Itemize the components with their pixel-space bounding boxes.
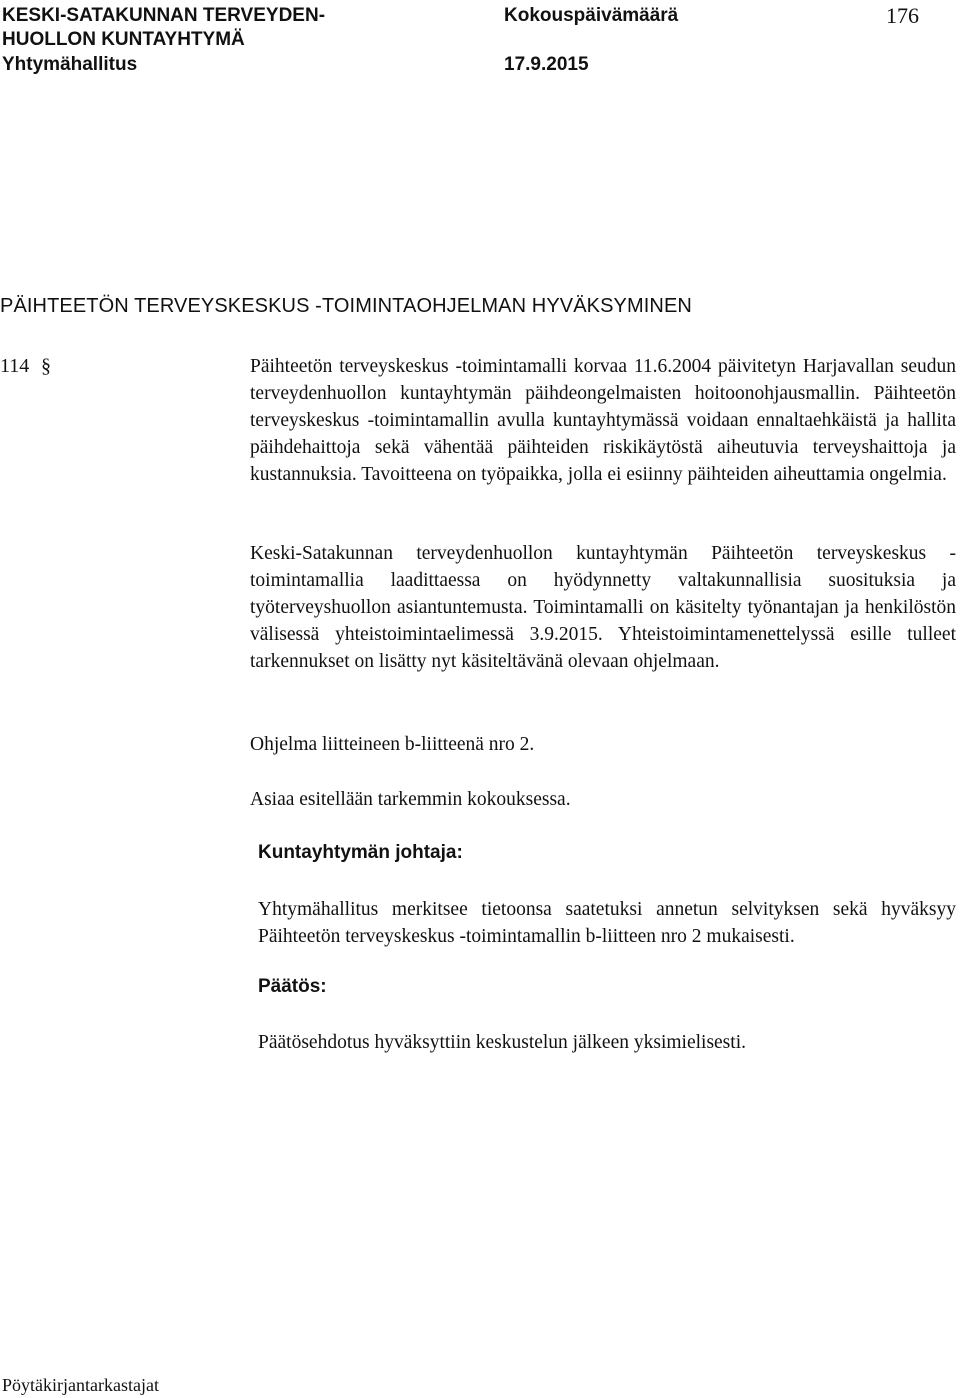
paragraph-preparation: Keski-Satakunnan terveydenhuollon kuntayhtymän Päihteetön terveyskeskus -toimintamallia laadittaessa on hyödynnetty valtakunnallisia suosituksia ja työterveyshuollon asiantuntemusta. Toimintamalli on käsitelty työnantajan ja henkilöstön välisessä yhteistoimintaelimessä 3.9.2015. Yhteistoimintamenettelyssä esille tulleet tarkennukset on lisätty nyt käsiteltävänä olevaan ohjelmaan. (250, 543, 956, 672)
section-sign: § (41, 355, 51, 377)
meeting-date-label: Kokouspäivämäärä (504, 5, 679, 26)
governing-body-name: Yhtymähallitus (2, 54, 138, 75)
paragraph-attachment: Ohjelma liitteineen b-liitteenä nro 2. (250, 734, 535, 755)
proposal-heading: Kuntayhtymän johtaja: (258, 842, 463, 863)
meeting-date: 17.9.2015 (504, 54, 589, 75)
item-number: 114 (0, 355, 30, 377)
organization-name-line2: HUOLLON KUNTAYHTYMÄ (2, 29, 245, 50)
organization-name-line1: KESKI-SATAKUNNAN TERVEYDEN- (2, 5, 326, 26)
decision-text: Päätösehdotus hyväksyttiin keskustelun jälkeen yksimielisesti. (258, 1032, 746, 1053)
decision-heading: Päätös: (258, 976, 327, 997)
page-number: 176 (886, 3, 919, 28)
section-title: PÄIHTEETÖN TERVEYSKESKUS -TOIMINTAOHJELMAN HYVÄKSYMINEN (0, 295, 692, 317)
footer-minutes-checkers: Pöytäkirjantarkastajat (2, 1375, 159, 1395)
paragraph-presentation: Asiaa esitellään tarkemmin kokouksessa. (250, 789, 571, 810)
paragraph-background: Päihteetön terveyskeskus -toimintamalli korvaa 11.6.2004 päivitetyn Harjavallan seudun terveydenhuollon kuntayhtymän päihdeongelmaisten hoitoonohjausmallin. Päihteetön terveyskeskus -toimintamallin avulla kuntayhtymässä voidaan ennaltaehkäistä ja hallita päihdehaittoja sekä vähentää päihteiden riskikäytöstä aiheutuvia terveyshaittoja ja kustannuksia. Tavoitteena on työpaikka, jolla ei esiinny päihteiden aiheuttamia ongelmia. (250, 356, 956, 485)
proposal-text: Yhtymähallitus merkitsee tietoonsa saatetuksi annetun selvityksen sekä hyväksyy Päihteetön terveyskeskus -toimintamallin b-liitteen nro 2 mukaisesti. (258, 899, 956, 947)
